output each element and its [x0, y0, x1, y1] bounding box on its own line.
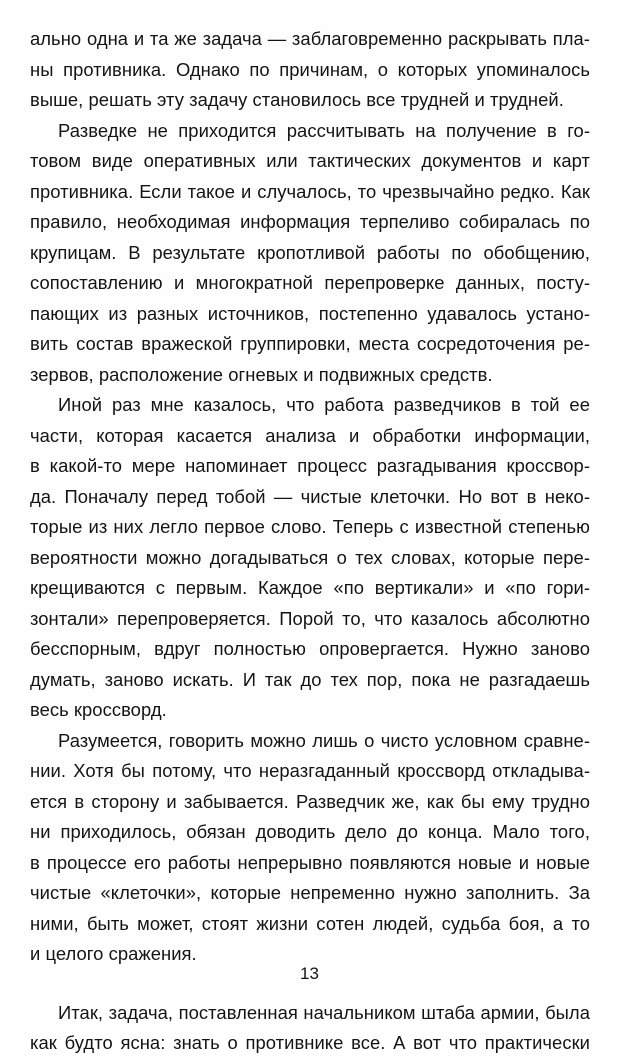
text-line: вить состав вражеской группировки, места сосредоточения ре- [30, 333, 590, 354]
text-line: ется в сторону и забывается. Разведчик же, как бы ему трудно [30, 790, 590, 812]
text-line: думать, заново искать. И так до тех пор, пока не разгадаешь [30, 668, 590, 690]
paragraph [30, 390, 590, 726]
text-line: ними, быть может, стоят жизни сотен людей, судьба боя, а то [30, 912, 590, 934]
text-line: как будто ясна: знать о противнике все. А вот что практически [30, 1032, 590, 1053]
text-line: крещиваются с первым. Каждое «по вертикали» и «по гори- [30, 577, 590, 598]
text-line: ни приходилось, обязан доводить дело до конца. Мало того, [30, 821, 590, 842]
text-line: товом виде оперативных или тактических документов и карт [30, 150, 590, 171]
text-line: вероятности можно догадываться о тех словах, которые пере- [30, 546, 590, 568]
text-line: правило, необходимая информация терпеливо собиралась по [30, 211, 590, 232]
paragraph [30, 726, 590, 970]
text-line: в какой-то мере напоминает процесс разгадывания кроссвор- [30, 455, 590, 476]
text-line: бесспорным, вдруг полностью опровергается. Нужно заново [30, 638, 590, 659]
text-line: ны противника. Однако по причинам, о которых упоминалось [30, 58, 590, 80]
text-line: сопоставлению и многократной перепроверке данных, посту- [30, 272, 590, 293]
text-line: Разумеется, говорить можно лишь о чисто условном сравне- [58, 729, 590, 751]
text-line: чистые «клеточки», которые непременно нужно заполнить. За [30, 882, 590, 903]
text-line: ально одна и та же задача — заблаговременно раскрывать пла- [30, 28, 590, 49]
text-line: Итак, задача, поставленная начальником штаба армии, была [58, 1001, 590, 1023]
text-line: части, которая касается анализа и обработки информации, [30, 424, 590, 446]
text-line: весь кроссворд. [30, 699, 167, 720]
text-line: торые из них легло первое слово. Теперь с известной степенью [30, 516, 590, 537]
paragraph [30, 24, 590, 116]
text-line: нии. Хотя бы потому, что неразгаданный кроссворд откладыва- [30, 760, 590, 781]
text-line: Разведке не приходится рассчитывать на получение в го- [58, 119, 590, 141]
paragraph [30, 998, 590, 1059]
text-line: в процессе его работы непрерывно появляются новые и новые [30, 851, 590, 873]
paragraph [30, 116, 590, 391]
text-line: да. Поначалу перед тобой — чистые клеточки. Но вот в неко- [30, 485, 590, 507]
text-line: крупицам. В результате кропотливой работы по обобщению, [30, 241, 590, 263]
text-line: пающих из разных источников, постепенно удавалось устано- [30, 302, 590, 324]
body-text [30, 24, 590, 1059]
text-line: и целого сражения. [30, 943, 197, 964]
text-line: зервов, расположение огневых и подвижных средств. [30, 363, 493, 385]
text-line: зонтали» перепроверяется. Порой то, что казалось абсолютно [30, 607, 590, 629]
page-number: 13 [300, 964, 319, 983]
text-line: противника. Если такое и случалось, то чрезвычайно редко. Как [30, 180, 590, 202]
text-line: Иной раз мне казалось, что работа разведчиков в той ее [58, 394, 590, 415]
text-line: выше, решать эту задачу становилось все трудней и трудней. [30, 89, 564, 110]
